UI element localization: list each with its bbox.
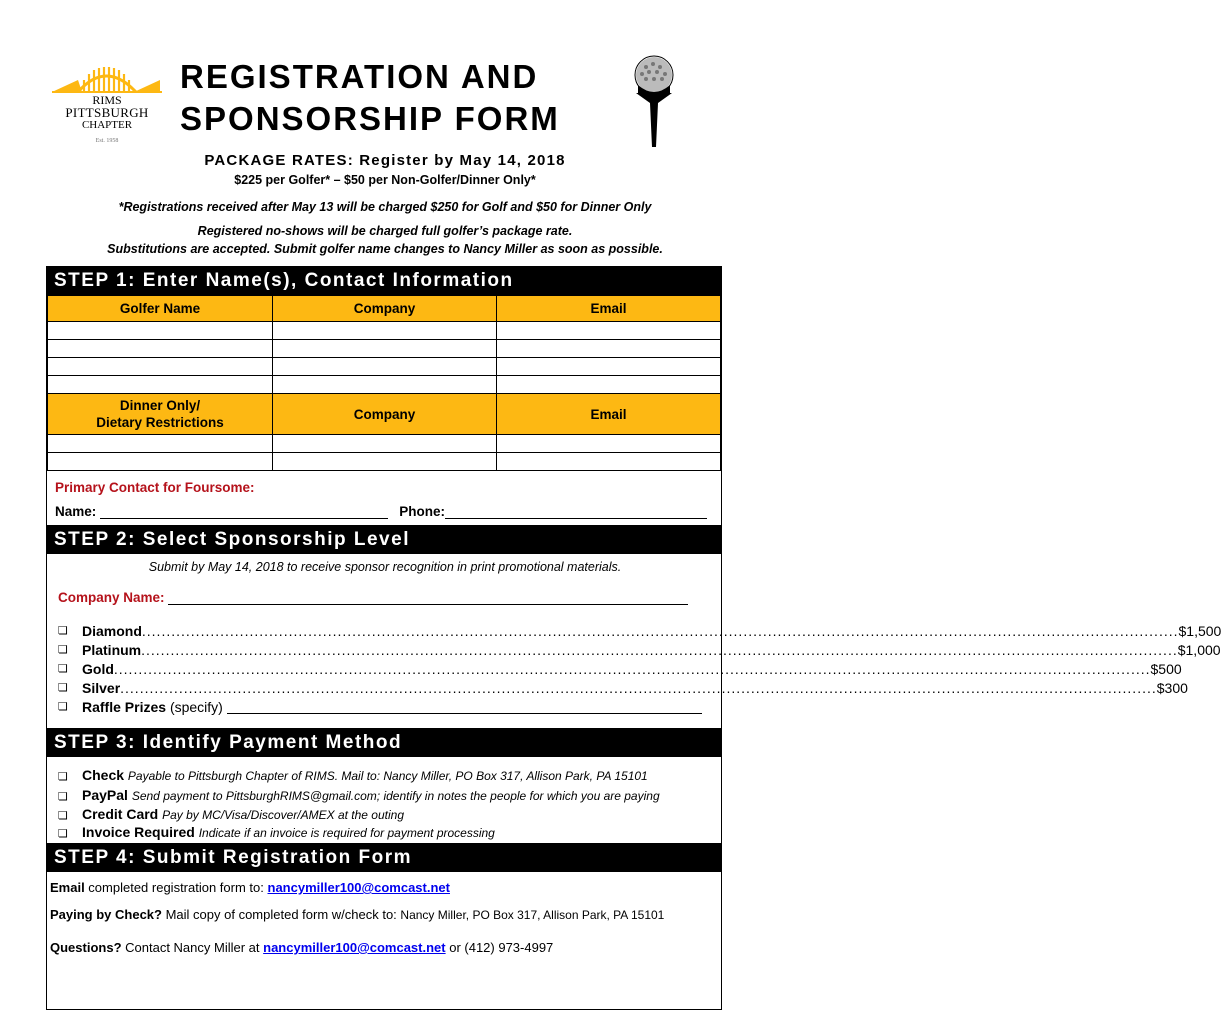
questions-line bbox=[50, 940, 730, 955]
checkbox-icon[interactable]: ❏ bbox=[58, 625, 68, 637]
dinner-name-field[interactable] bbox=[48, 453, 273, 471]
logo-pittsburgh: PITTSBURGH bbox=[65, 105, 149, 120]
email-header: Email bbox=[497, 296, 721, 322]
checkbox-icon[interactable]: ❏ bbox=[58, 771, 68, 783]
checkbox-icon[interactable]: ❏ bbox=[58, 644, 68, 656]
primary-contact-label: Primary Contact for Foursome: bbox=[55, 480, 255, 495]
package-rates-headline: PACKAGE RATES: Register by May 14, 2018 bbox=[204, 152, 566, 169]
email-link[interactable]: nancymiller100@comcast.net bbox=[267, 880, 450, 895]
primary-contact-row bbox=[55, 504, 715, 519]
check-instructions bbox=[50, 907, 730, 922]
contact-phone-field[interactable] bbox=[445, 504, 707, 519]
checkbox-icon[interactable]: ❏ bbox=[58, 701, 68, 713]
golfer-email-field[interactable] bbox=[497, 358, 721, 376]
golfer-name-field[interactable] bbox=[48, 376, 273, 394]
sponsor-level-label: Diamond bbox=[82, 623, 142, 639]
substitution-note: Substitutions are accepted. Submit golfer name changes to Nancy Miller as soon as possible. bbox=[107, 242, 663, 256]
step1-header: STEP 1: Enter Name(s), Contact Information bbox=[47, 266, 721, 295]
no-show-note: Registered no-shows will be charged full golfer’s package rate. bbox=[197, 224, 573, 238]
questions-phone: or (412) 973-4997 bbox=[445, 940, 554, 955]
dinner-email-header: Email bbox=[497, 394, 721, 435]
check-text: Mail copy of completed form w/check to: bbox=[161, 907, 401, 922]
company-name-label: Company Name: bbox=[58, 590, 165, 605]
bridge-icon bbox=[48, 58, 166, 98]
dinner-name-field[interactable] bbox=[48, 435, 273, 453]
sponsor-level-price: $1,000 bbox=[1177, 642, 1221, 658]
dinner-company-field[interactable] bbox=[273, 435, 497, 453]
leader-dots: .................................................................................................................................................................................................................... bbox=[120, 680, 1157, 696]
check-label: Paying by Check? bbox=[50, 907, 162, 922]
payment-method-label: Credit Card bbox=[82, 806, 159, 822]
golfer-name-field[interactable] bbox=[48, 340, 273, 358]
page-title-line2: SPONSORSHIP FORM bbox=[180, 100, 560, 137]
payment-method-label: Check bbox=[82, 767, 125, 783]
contact-phone-label: Phone: bbox=[399, 504, 446, 519]
sponsor-level-price: $300 bbox=[1156, 680, 1188, 696]
checkbox-icon[interactable]: ❏ bbox=[58, 682, 68, 694]
sponsor-option-platinum[interactable] bbox=[58, 641, 1221, 660]
golfer-email-field[interactable] bbox=[497, 340, 721, 358]
step2-header: STEP 2: Select Sponsorship Level bbox=[47, 525, 721, 554]
dinner-only-header: Dinner Only/ Dietary Restrictions bbox=[48, 394, 273, 435]
raffle-specify-label: (specify) bbox=[169, 699, 223, 715]
contact-name-label: Name: bbox=[55, 504, 97, 519]
check-address: Nancy Miller, PO Box 317, Allison Park, PA 15101 bbox=[400, 908, 665, 922]
checkbox-icon[interactable]: ❏ bbox=[58, 791, 68, 803]
company-name-row bbox=[58, 590, 688, 605]
sponsor-level-price: $500 bbox=[1150, 661, 1182, 677]
logo-established: Est. 1958 bbox=[95, 138, 119, 144]
rims-pittsburgh-logo bbox=[48, 58, 166, 148]
sponsor-level-label: Gold bbox=[82, 661, 114, 677]
payment-method-label: PayPal bbox=[82, 787, 128, 803]
email-text: completed registration form to: bbox=[84, 880, 268, 895]
payment-method-detail: Indicate if an invoice is required for payment processing bbox=[198, 826, 495, 840]
questions-text: Contact Nancy Miller at bbox=[121, 940, 264, 955]
questions-email-link[interactable]: nancymiller100@comcast.net bbox=[263, 940, 446, 955]
golfer-email-field[interactable] bbox=[497, 322, 721, 340]
payment-method-detail: Payable to Pittsburgh Chapter of RIMS. Mail to: Nancy Miller, PO Box 317, Allison Park, PA 15101 bbox=[127, 769, 648, 783]
raffle-prizes-field[interactable] bbox=[227, 698, 702, 714]
leader-dots: .................................................................................................................................................................................................................... bbox=[141, 623, 1179, 639]
payment-option-paypal[interactable] bbox=[58, 786, 728, 805]
checkbox-icon[interactable]: ❏ bbox=[58, 663, 68, 675]
payment-method-label: Invoice Required bbox=[82, 824, 195, 840]
contact-name-field[interactable] bbox=[100, 504, 388, 519]
page-title-line1: REGISTRATION AND bbox=[180, 58, 539, 95]
golfer-name-field[interactable] bbox=[48, 358, 273, 376]
email-label: Email bbox=[50, 880, 85, 895]
golfer-name-header: Golfer Name bbox=[48, 296, 273, 322]
sponsor-deadline-note: Submit by May 14, 2018 to receive sponsor recognition in print promotional materials. bbox=[148, 560, 622, 574]
golfer-company-field[interactable] bbox=[273, 376, 497, 394]
dinner-email-field[interactable] bbox=[497, 435, 721, 453]
payment-method-detail: Send payment to PittsburghRIMS@gmail.com; identify in notes the people for which you are paying bbox=[131, 789, 660, 803]
golfer-company-field[interactable] bbox=[273, 322, 497, 340]
golfer-company-field[interactable] bbox=[273, 340, 497, 358]
golfer-company-field[interactable] bbox=[273, 358, 497, 376]
sponsor-option-silver[interactable] bbox=[58, 679, 1188, 698]
sponsor-level-label: Platinum bbox=[82, 642, 142, 658]
payment-method-detail: Pay by MC/Visa/Discover/AMEX at the outing bbox=[162, 808, 405, 822]
golfer-table bbox=[47, 295, 721, 471]
golfer-name-field[interactable] bbox=[48, 322, 273, 340]
logo-rims: RIMS bbox=[92, 93, 122, 107]
sponsor-level-price: $1,500 bbox=[1178, 623, 1221, 639]
questions-label: Questions? bbox=[50, 940, 122, 955]
step4-header: STEP 4: Submit Registration Form bbox=[47, 843, 721, 872]
sponsor-option-diamond[interactable] bbox=[58, 622, 1221, 641]
sponsor-option-gold[interactable] bbox=[58, 660, 1182, 679]
sponsor-option-raffle[interactable] bbox=[58, 698, 702, 717]
leader-dots: .................................................................................................................................................................................................................... bbox=[113, 661, 1151, 677]
golf-ball-on-tee-icon bbox=[628, 55, 680, 150]
dinner-company-field[interactable] bbox=[273, 453, 497, 471]
step3-header: STEP 3: Identify Payment Method bbox=[47, 728, 721, 757]
payment-option-invoice[interactable] bbox=[58, 823, 728, 842]
checkbox-icon[interactable]: ❏ bbox=[58, 810, 68, 822]
dinner-email-field[interactable] bbox=[497, 453, 721, 471]
raffle-prizes-label: Raffle Prizes bbox=[82, 699, 167, 715]
email-instructions bbox=[50, 880, 730, 895]
golfer-email-field[interactable] bbox=[497, 376, 721, 394]
late-registration-note: *Registrations received after May 13 will be charged $250 for Golf and $50 for Dinner Only bbox=[118, 200, 652, 214]
leader-dots: .................................................................................................................................................................................................................... bbox=[141, 642, 1178, 658]
payment-option-credit-card[interactable] bbox=[58, 805, 728, 824]
sponsor-level-label: Silver bbox=[82, 680, 121, 696]
company-name-field[interactable] bbox=[168, 590, 688, 605]
package-prices: $225 per Golfer* – $50 per Non-Golfer/Dinner Only* bbox=[234, 173, 536, 187]
payment-option-check[interactable] bbox=[58, 766, 728, 785]
company-header: Company bbox=[273, 296, 497, 322]
dinner-company-header: Company bbox=[273, 394, 497, 435]
logo-chapter: CHAPTER bbox=[81, 119, 133, 131]
checkbox-icon[interactable]: ❏ bbox=[58, 828, 68, 840]
